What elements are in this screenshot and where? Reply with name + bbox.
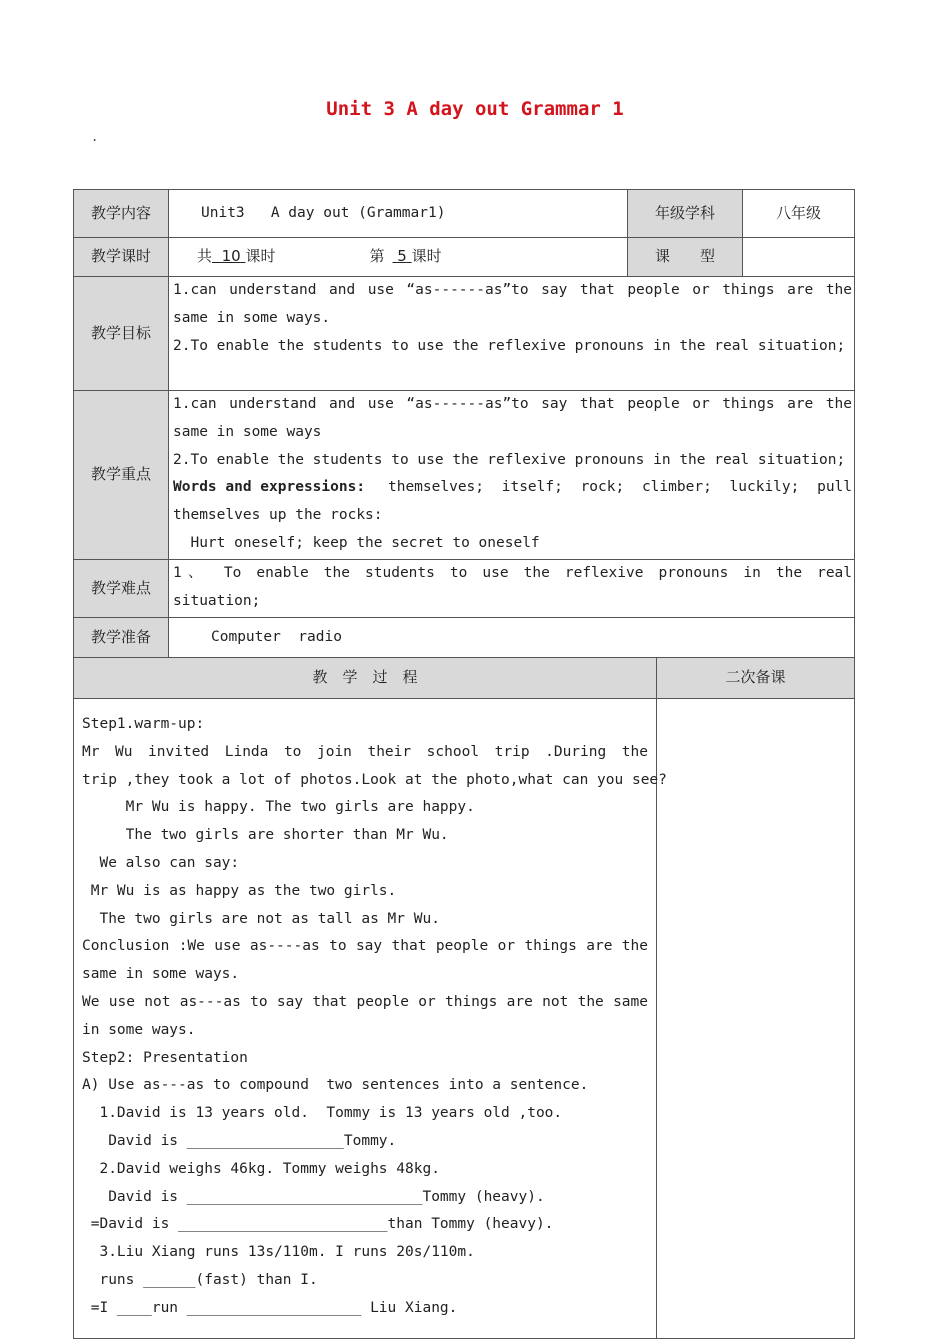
- side-header: 二次备课: [657, 658, 855, 699]
- content-value: Unit3 A day out (Grammar1): [201, 204, 446, 221]
- process-line: trip ,they took a lot of photos.Look at the photo,what can you see?: [82, 771, 667, 788]
- process-line: Conclusion :We use as----as to say that people or things are the: [82, 938, 648, 955]
- process-line: Mr Wu is as happy as the two girls.: [82, 882, 397, 899]
- label-prep: 教学准备: [74, 618, 169, 658]
- type-value: [743, 238, 855, 277]
- label-goals: 教学目标: [74, 277, 169, 391]
- goal-line: 1.can understand and use “as------as”to say that people or things are the: [173, 282, 853, 298]
- process-body: [74, 699, 667, 1339]
- label-grade: 年级学科: [628, 190, 743, 238]
- process-line: The two girls are shorter than Mr Wu.: [82, 827, 449, 844]
- process-line: in some ways.: [82, 1021, 196, 1038]
- difficult-value: 1、 To enable the students to use the reflexive pronouns in the real situation;: [173, 565, 853, 609]
- process-line: 3.Liu Xiang runs 13s/110m. I runs 20s/110m.: [82, 1244, 475, 1261]
- side-notes: [657, 699, 855, 1339]
- key-line: same in some ways: [173, 423, 322, 440]
- seq-prefix: 第: [369, 247, 385, 266]
- prep-value: Computer radio: [211, 628, 342, 645]
- process-line: The two girls are not as tall as Mr Wu.: [82, 910, 440, 927]
- process-line: Mr Wu is happy. The two girls are happy.: [82, 799, 475, 816]
- grade-value: 八年级: [743, 190, 855, 238]
- row-hours: [74, 238, 855, 277]
- label-key: 教学重点: [74, 391, 169, 560]
- process-line: We also can say:: [82, 854, 240, 871]
- row-goals: [74, 277, 855, 391]
- process-line: runs ______(fast) than I.: [82, 1271, 318, 1288]
- key-line: 1.can understand and use “as------as”to say that people or things are the: [173, 396, 853, 412]
- process-line: We use not as---as to say that people or things are not the same: [82, 993, 648, 1010]
- row-key: [74, 391, 855, 560]
- process-header: 教 学 过 程: [74, 658, 657, 699]
- label-content: 教学内容: [74, 190, 169, 238]
- goal-line: 2.To enable the students to use the reflexive pronouns in the real situation;: [173, 337, 846, 354]
- process-line: Mr Wu invited Linda to join their school trip .During the: [82, 743, 648, 760]
- key-line: 2.To enable the students to use the reflexive pronouns in the real situation;: [173, 451, 846, 468]
- process-line: 1.David is 13 years old. Tommy is 13 years old ,too.: [82, 1105, 563, 1122]
- process-lines: [82, 711, 667, 1323]
- label-hours: 教学课时: [74, 238, 169, 277]
- process-line: Step1.warm-up:: [82, 716, 205, 732]
- process-line: 2.David weighs 46kg. Tommy weighs 48kg.: [82, 1160, 440, 1177]
- words-cont: themselves up the rocks:: [173, 507, 383, 524]
- hours-prefix: 共: [197, 247, 213, 266]
- row-content: [74, 190, 855, 238]
- hours-unit2: 课时: [411, 247, 442, 266]
- words-line: [173, 474, 852, 502]
- process-line: David is ___________________________Tommy (heavy).: [82, 1188, 545, 1205]
- label-type: 课 型: [628, 238, 743, 277]
- goal-line: same in some ways.: [173, 309, 331, 326]
- process-line: same in some ways.: [82, 966, 240, 983]
- hours-total: 10: [221, 247, 241, 266]
- words-label: Words and expressions:: [173, 479, 366, 496]
- label-difficult: 教学难点: [74, 560, 169, 618]
- row-process-header: [74, 658, 855, 699]
- lesson-plan-table: [73, 189, 855, 1339]
- document-title: Unit 3 A day out Grammar 1: [326, 98, 624, 120]
- words-rest: themselves; itself; rock; climber; luckily; pull: [387, 479, 853, 496]
- process-line: A) Use as---as to compound two sentences into a sentence.: [82, 1077, 589, 1094]
- row-prep: [74, 618, 855, 658]
- process-line: David is __________________Tommy.: [82, 1132, 397, 1149]
- row-process-body: [74, 699, 855, 1339]
- stray-dot: .: [91, 130, 99, 144]
- process-line: =I ____run ____________________ Liu Xiang.: [82, 1299, 458, 1316]
- row-difficult: [74, 560, 855, 618]
- words-extra: Hurt oneself; keep the secret to oneself: [173, 534, 540, 551]
- process-line: Step2: Presentation: [82, 1049, 248, 1066]
- process-line: =David is ________________________than Tommy (heavy).: [82, 1216, 554, 1233]
- hours-seq: 5: [397, 247, 407, 266]
- hours-unit1: 课时: [245, 247, 276, 266]
